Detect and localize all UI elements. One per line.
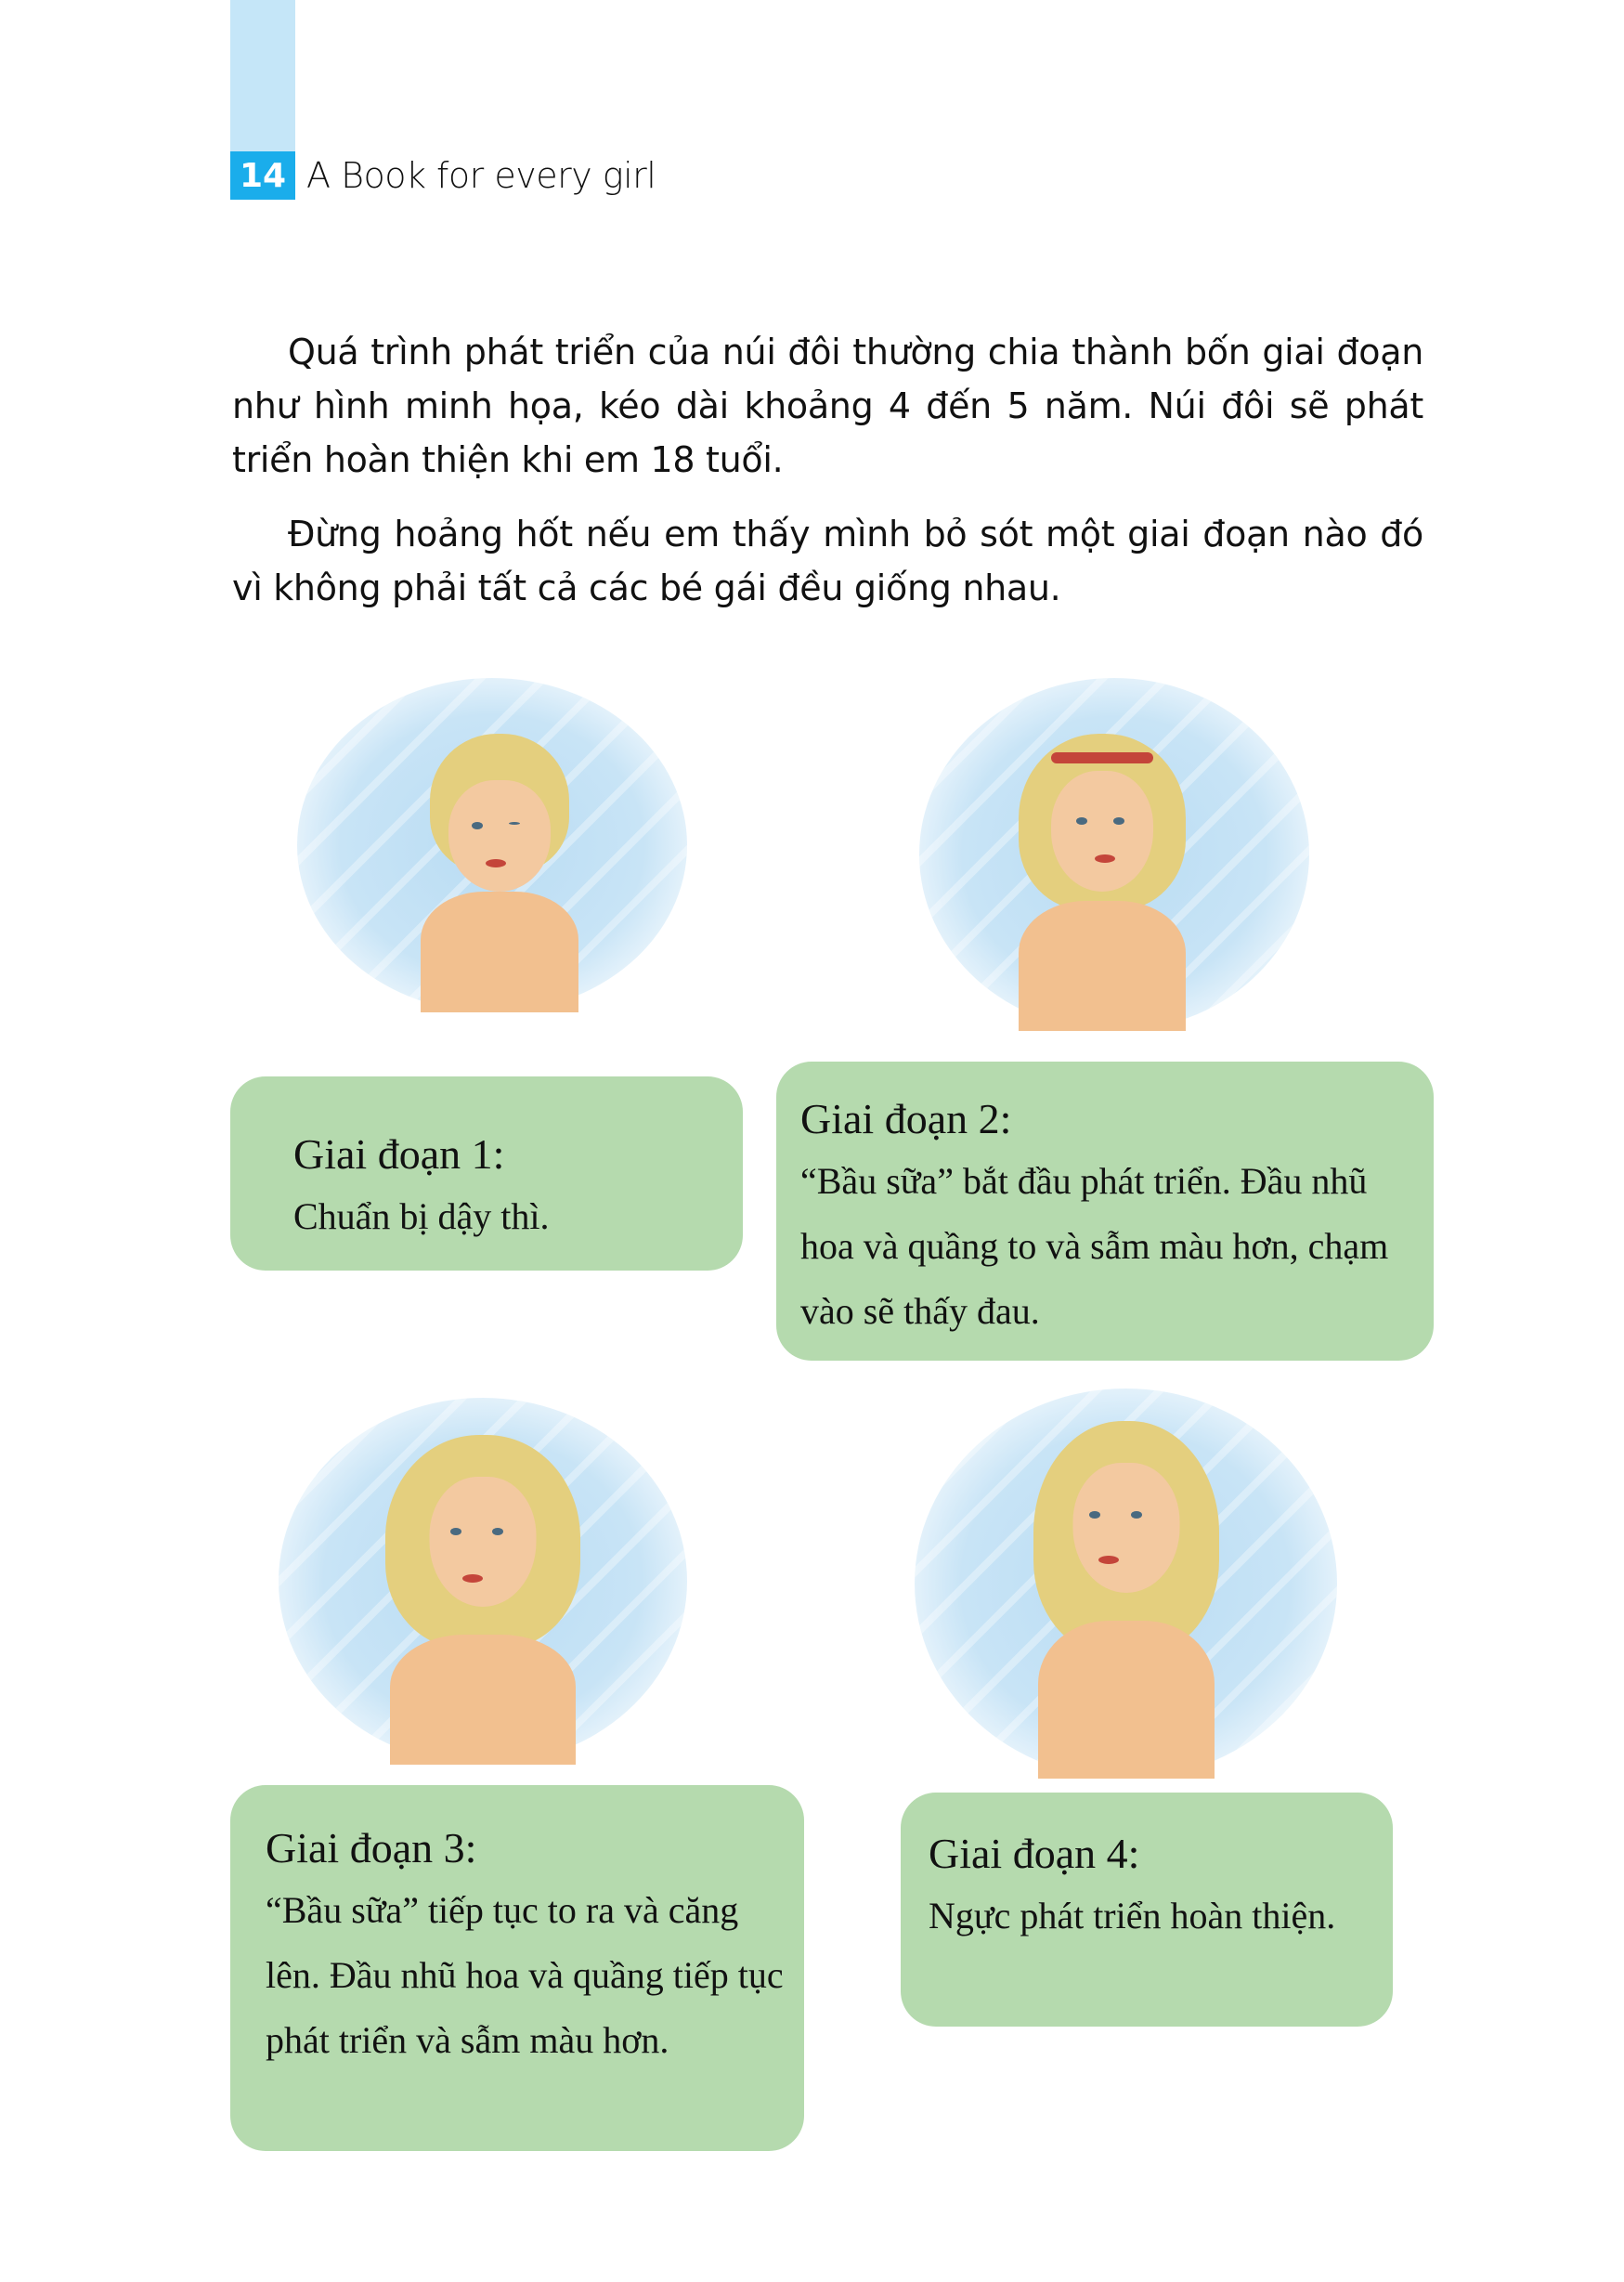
girl-stage-3-illustration	[279, 1398, 687, 1765]
stage-1-box	[230, 1076, 743, 1271]
figure	[379, 715, 620, 1012]
intro-paragraph: Đừng hoảng hốt nếu em thấy mình bỏ sót một giai đoạn nào đó vì không phải tất cả các bé gái đều giống nhau.	[232, 514, 1423, 608]
intro-paragraph: Quá trình phát triển của núi đôi thường chia thành bốn giai đoạn như hình minh họa, kéo dài khoảng 4 đến 5 năm. Núi đôi sẽ phát triển hoàn thiện khi em 18 tuổi.	[232, 332, 1423, 480]
stage-title: Giai đoạn 3:	[266, 1824, 477, 1871]
stage-description: “Bầu sữa” bắt đầu phát triển. Đầu nhũ hoa và quầng to và sẫm màu hơn, chạm vào sẽ thấy đau.	[800, 1160, 1389, 1332]
header-color-strip	[230, 0, 295, 151]
stage-description: Chuẩn bị dậy thì.	[293, 1195, 550, 1237]
figure	[353, 1421, 613, 1765]
stage-2-box	[776, 1062, 1434, 1361]
stage-description: “Bầu sữa” tiếp tục to ra và căng lên. Đầu nhũ hoa và quầng tiếp tục phát triển và sẫm màu hơn.	[266, 1889, 784, 2061]
stage-4-box	[901, 1793, 1393, 2027]
stage-description: Ngực phát triển hoàn thiện.	[929, 1895, 1336, 1936]
stage-title: Giai đoạn 2:	[800, 1095, 1012, 1142]
page-number: 14	[230, 151, 295, 200]
girl-stage-4-illustration	[915, 1389, 1337, 1779]
stage-3-box	[230, 1785, 804, 2151]
stage-title: Giai đoạn 1:	[293, 1130, 505, 1178]
stage-title: Giai đoạn 4:	[929, 1830, 1140, 1877]
figure	[996, 1407, 1256, 1779]
girl-stage-2-illustration	[919, 678, 1309, 1031]
girl-stage-1-illustration	[297, 678, 687, 1012]
figure	[981, 715, 1223, 1031]
intro-text	[232, 325, 1423, 635]
running-title: A Book for every girl	[306, 155, 656, 196]
